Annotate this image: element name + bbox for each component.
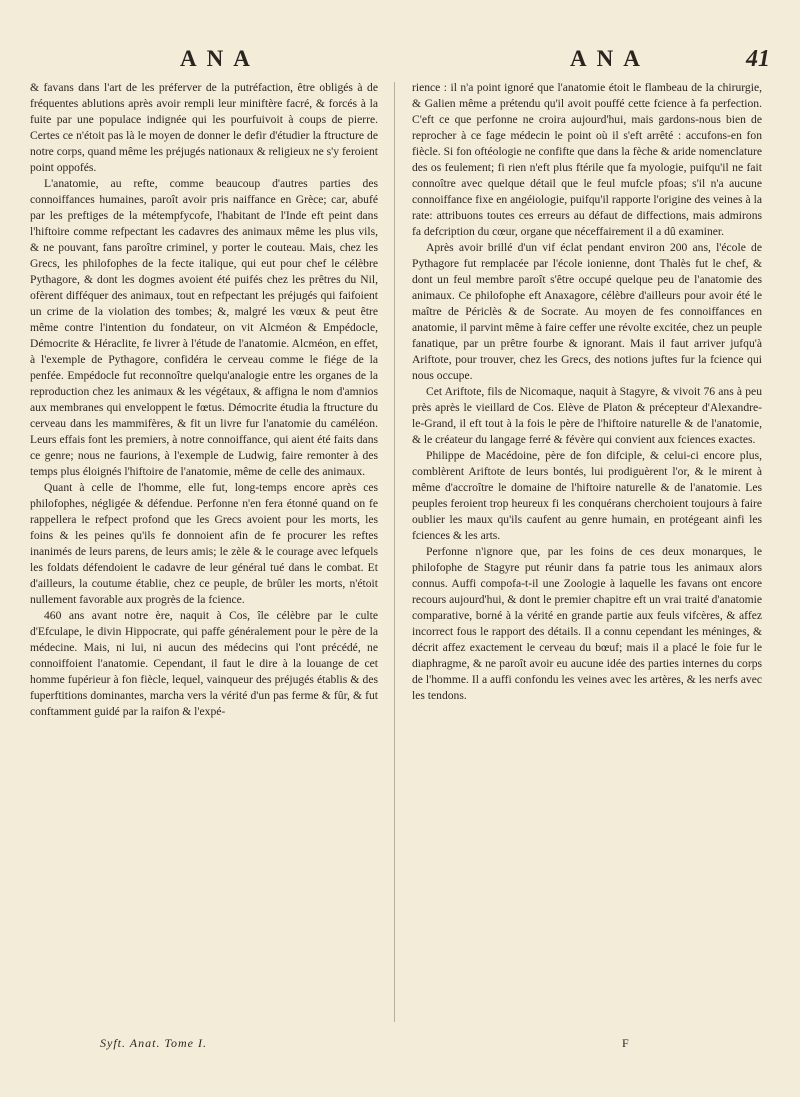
paragraph: Philippe de Macédoine, père de fon difciple, & celui-ci encore plus, comblèrent Ariftote de leurs bontés, lui prodiguèrent l'or, & le mirent à même d'accroître le domaine de l'hiftoire naturelle & de l'anatomie. Les peuples feroient trop heureux fi les conquérans cherchoient toujours à faire oublier les maux qu'ils caufent au genre humain, en protégeant ainfi les fciences & les arts.	[412, 449, 762, 542]
paragraph: Perfonne n'ignore que, par les foins de ces deux monarques, le philofophe de Stagyre put réunir dans fa patrie tous les animaux alors connus. Auffi compofa-t-il une Zoologie à laquelle les favans ont encore recours aujourd'hui, & dont le premier chapitre eft un vrai traité d'anatomie comparative, borné à la vérité en grande partie aux feuls vifcères, & affez incorrect fous le rapport des détails. Il a connu cependant les méninges, & décrit affez exactement le cerveau du bœuf; mais il a placé le foie fur le diaphragme, & ne paroît avoir eu aucune idée des parties internes du corps de l'homme. Il a auffi confondu les veines avec les artères, & les nerfs avec les tendons.	[412, 545, 762, 702]
right-column	[412, 80, 762, 1040]
gathering-mark: F	[622, 1036, 629, 1050]
paragraph: rience : il n'a point ignoré que l'anatomie étoit le flambeau de la chirurgie, & Galien même a prétendu qu'il avoit pouffé cette fcience à fa perfection. C'eft ce que perfonne ne croira aujourd'hui, mais gardons-nous bien de reprocher à ce fage médecin le point où il s'eft arrêté : accufons-en fon fiècle. Si fon oftéologie ne confifte que dans la fèche & aride nomenclature des os feulement; fi rien n'eft plus ftérile que fa myologie, puifqu'il ne fait connoître avec quelque détail que le feul mufcle pfoas; s'il n'a aucune connoiffance fixe en angéiologie, puifqu'il rapporte l'origine des veines à la rate: attribuons toutes ces erreurs au défaut de diffections, mais admirons fa defcription du cœur, organe que néceffairement il a dû examiner.	[412, 81, 762, 238]
signature-mark: Syft. Anat. Tome I.	[100, 1036, 208, 1050]
left-column	[30, 80, 378, 1040]
column-divider	[394, 82, 395, 1022]
paragraph: Après avoir brillé d'un vif éclat pendant environ 200 ans, l'école de Pythagore fut remplacée par l'école ionienne, dont Thalès fut le chef, & dont un feul membre paroît s'être occupé quelque peu de l'anatomie des animaux. Ce philofophe eft Anaxagore, célèbre d'ailleurs pour avoir été le maître de Périclès & de Socrate. Au moyen de fes connoiffances en anatomie, il parvint même à faire ceffer une révolte excitée, chez un peuple fanatique, par un prêtre fourbe & ignorant. Mais il faut arriver jufqu'à Ariftote, pour trouver, chez les Grecs, des notions juftes fur la fcience qui nous occupe.	[412, 241, 762, 382]
paragraph: L'anatomie, au refte, comme beaucoup d'autres parties des connoiffances humaines, paroît avoir pris naiffance en Grèce; car, abufé par les preftiges de la métempfycofe, l'habitant de l'Inde eft peint dans l'hiftoire comme refpectant les cadavres des animaux même les plus vils, & ne pouvant, fans paroître criminel, y porter le couteau. Mais, chez les Grecs, les philofophes de la fecte italique, qui eut pour chef le célèbre Pythagore, & dont les dogmes avoient été puifés chez les prêtres du Nil, ofèrent difféquer des animaux, tout en refpectant les préjugés qui faifoient un crime de la violation des tombes; &, malgré les vœux & peut être même contre l'intention du fondateur, on vit Alcméon & Empédocle, Démocrite & Héraclite, fe livrer à l'étude de l'anatomie. Alcméon, en effet, à l'exemple de Pythagore, confidéra le cerveau comme le fiége de la penfée. Empédocle fut reconnoître quelqu'analogie entre les organes de la reproduction chez les animaux & les végétaux, & affigna le nom d'amnios aux membranes qui enveloppent le fœtus. Démocrite étudia la ftructure du cerveau dans les mammifères, & fit un livre fur l'anatomie du caméléon. Leurs effais font les premiers, à notre connoiffance, qui aient été faits dans ce genre; nous ne faurions, à l'exemple de Ludwig, faire remonter à des temps plus éloignés l'hiftoire de l'anatomie, même de celle des animaux.	[30, 177, 378, 478]
header-right-title: ANA	[570, 46, 650, 71]
paragraph: Quant à celle de l'homme, elle fut, long-temps encore après ces philofophes, négligée & défendue. Perfonne n'en fera étonné quand on fe rappellera le refpect profond que les Grecs avoient pour les morts, les foins & les peines qu'ils fe donnoient afin de fe procurer les reftes inanimés de leurs parens, de leurs amis; le zèle & le courage avec lefquels les foldats défendoient le cadavre de leur général tué dans le combat. Et d'ailleurs, la coutume établie, chez ce peuple, de brûler les morts, n'étoit nullement favorable aux progrès de la fcience.	[30, 481, 378, 606]
paragraph: 460 ans avant notre ère, naquit à Cos, île célèbre par le culte d'Efculape, le divin Hippocrate, qui paffe généralement pour le père de la médecine. Mais, ni lui, ni aucun des médecins qui l'ont précédé, ne connoiffoient l'anatomie. Cependant, il faut le dire à la louange de cet homme fupérieur à fon fiècle, lequel, vainqueur des préjugés établis & des fuperftitions dominantes, marcha vers la vérité d'un pas ferme & fûr, & fut conftamment guidé par la raifon & l'expé-	[30, 609, 378, 718]
page-number: 41	[746, 46, 770, 72]
header-left-title: ANA	[180, 46, 260, 71]
paragraph: Cet Ariftote, fils de Nicomaque, naquit à Stagyre, & vivoit 76 ans à peu près après le vieillard de Cos. Elève de Platon & précepteur d'Alexandre-le-Grand, il eft tout à la fois le père de l'hiftoire naturelle & de l'anatomie, & le créateur du langage ferré & févère qui convient aux fciences exactes.	[412, 385, 762, 446]
paragraph: & favans dans l'art de les préferver de la putréfaction, être obligés à de fréquentes ablutions après avoir rempli leur miniftère facré, & forcés à la fuite par une populace indignée qui les pourfuivoit à coups de pierre. Certes ce n'étoit pas là le moyen de donner le defir d'étudier la ftructure de notre corps, quand même les préjugés nationaux & religieux ne s'y feroient point oppofés.	[30, 81, 378, 174]
